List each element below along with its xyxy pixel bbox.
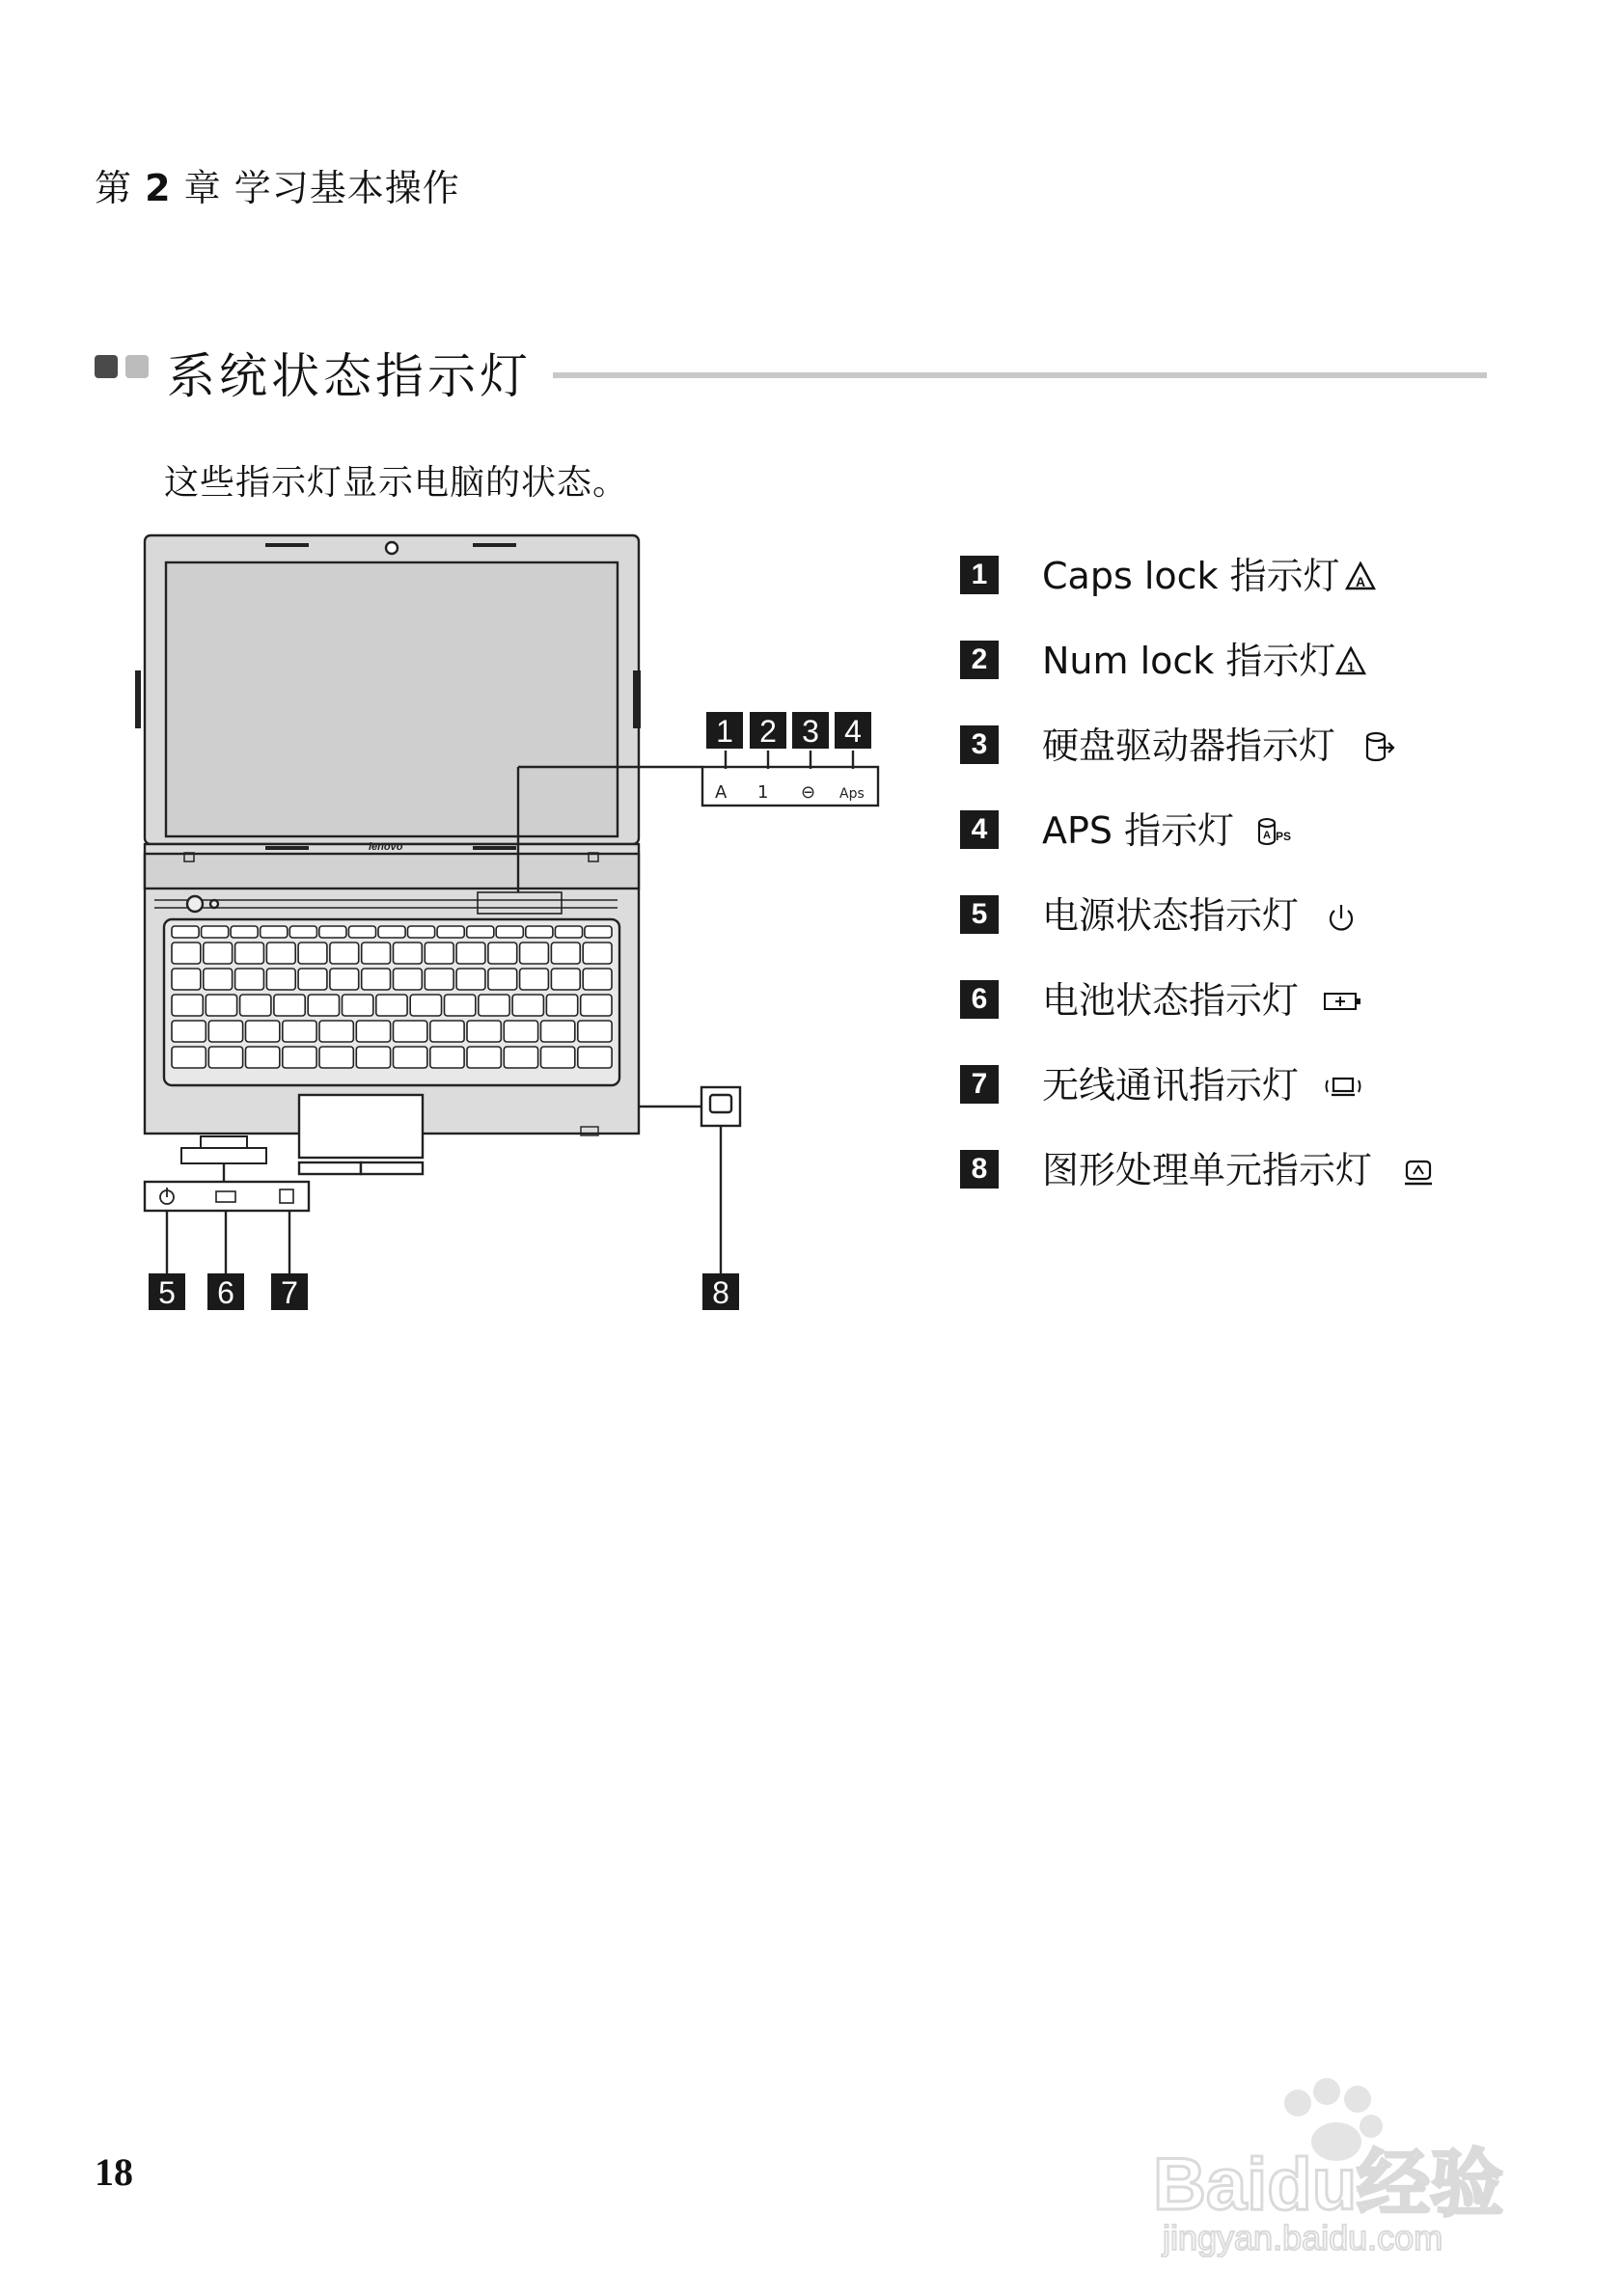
- legend-number: 1: [960, 556, 999, 594]
- watermark-brand: Baidu经验: [1153, 2144, 1504, 2226]
- gpu-icon: [1399, 1152, 1438, 1190]
- keyboard-key: [541, 1047, 575, 1068]
- keyboard-key: [283, 1021, 316, 1042]
- baidu-watermark: [1153, 2064, 1568, 2257]
- laptop-lid: [137, 535, 639, 844]
- legend-label: 硬盘驱动器指示灯: [1042, 724, 1336, 767]
- legend-number: 4: [960, 810, 999, 849]
- keyboard-key: [479, 995, 509, 1016]
- hdd-icon: [1360, 727, 1399, 766]
- keyboard-key: [356, 1021, 390, 1042]
- keyboard-key: [319, 1047, 353, 1068]
- section-heading: [95, 338, 1494, 405]
- callout-number: 8: [712, 1275, 729, 1310]
- keyboard-key: [172, 995, 203, 1016]
- legend-label: Caps lock 指示灯: [1042, 555, 1340, 597]
- svg-text:1: 1: [1347, 659, 1355, 674]
- keyboard-key: [235, 969, 264, 990]
- keyboard-key: [551, 969, 580, 990]
- keyboard-key: [437, 926, 464, 938]
- keyboard-key: [208, 1021, 242, 1042]
- keyboard-key: [204, 943, 233, 964]
- legend-number: 2: [960, 641, 999, 679]
- legend-number: 7: [960, 1065, 999, 1104]
- callout-gpu: [639, 1087, 740, 1273]
- keyboard-key: [172, 1021, 206, 1042]
- callout-number: 1: [716, 714, 733, 749]
- keyboard-key: [206, 995, 236, 1016]
- keyboard-key: [394, 943, 423, 964]
- keyboard-key: [408, 926, 435, 938]
- keyboard-key: [308, 995, 339, 1016]
- keyboard-key: [208, 1047, 242, 1068]
- keyboard-key: [330, 943, 359, 964]
- legend-label: Num lock 指示灯: [1042, 640, 1336, 682]
- laptop-diagram: [135, 526, 907, 1336]
- keyboard-key: [578, 1021, 612, 1042]
- legend-number: 6: [960, 980, 999, 1019]
- keyboard-key: [204, 969, 233, 990]
- battery-icon: [1322, 982, 1364, 1021]
- keyboard-key: [202, 926, 229, 938]
- keyboard-key: [246, 1021, 280, 1042]
- keyboard-key: [456, 943, 485, 964]
- keyboard-key: [456, 969, 485, 990]
- keyboard-key: [526, 926, 553, 938]
- hdd-icon: ⊖: [801, 782, 816, 803]
- keyboard-key: [266, 943, 295, 964]
- keyboard-key: [467, 1021, 501, 1042]
- keyboard-key: [172, 1047, 206, 1068]
- keyboard-key: [555, 926, 582, 938]
- keyboard-key: [583, 943, 612, 964]
- keyboard-key: [520, 943, 549, 964]
- keyboard-key: [394, 1047, 427, 1068]
- keyboard-key: [343, 995, 373, 1016]
- callout-number: 5: [158, 1275, 176, 1310]
- laptop-base: [145, 841, 639, 1174]
- num-lock-icon: [1332, 642, 1370, 681]
- keyboard-key: [585, 926, 612, 938]
- keyboard-key: [172, 943, 201, 964]
- legend-number: 5: [960, 895, 999, 934]
- keyboard-key: [425, 943, 453, 964]
- keyboard-key: [319, 1021, 353, 1042]
- keyboard-key: [430, 1021, 464, 1042]
- intro-text: 这些指示灯显示电脑的状态。: [164, 463, 629, 503]
- keyboard-key: [348, 926, 375, 938]
- keyboard-key: [266, 969, 295, 990]
- aps-icon: [1254, 812, 1293, 851]
- legend-label: APS 指示灯: [1042, 809, 1235, 852]
- keyboard-key: [496, 926, 523, 938]
- keyboard-key: [520, 969, 549, 990]
- keyboard-key: [172, 926, 199, 938]
- power-button-icon: [187, 896, 203, 912]
- keyboard-key: [394, 969, 423, 990]
- keyboard-key: [578, 1047, 612, 1068]
- section-bullet-dark: [95, 355, 118, 378]
- keyboard-key: [298, 943, 327, 964]
- chapter-header: [95, 158, 460, 211]
- keyboard-key: [246, 1047, 280, 1068]
- page-number: 18: [95, 2150, 133, 2194]
- chapter-number: 2: [145, 167, 172, 209]
- caps-lock-icon: A: [715, 782, 728, 803]
- wireless-icon: [1322, 1067, 1364, 1106]
- keyboard-key: [235, 943, 264, 964]
- callout-number: 2: [759, 714, 777, 749]
- legend-label: 电源状态指示灯: [1042, 894, 1300, 937]
- keyboard-key: [298, 969, 327, 990]
- keyboard-key: [504, 1021, 537, 1042]
- keyboard-key: [467, 926, 494, 938]
- aps-icon: Aps: [839, 786, 865, 802]
- caps-lock-icon: [1341, 558, 1380, 596]
- keyboard-key: [240, 995, 271, 1016]
- legend-label: 无线通讯指示灯: [1042, 1064, 1300, 1107]
- chapter-prefix: 第: [95, 167, 133, 209]
- legend-number: 8: [960, 1150, 999, 1189]
- webcam-icon: [386, 542, 398, 554]
- keyboard-key: [376, 995, 407, 1016]
- keyboard-key: [289, 926, 316, 938]
- brand-logo: lenovo: [369, 841, 403, 853]
- keyboard-key: [430, 1047, 464, 1068]
- keyboard-key: [319, 926, 346, 938]
- callout-number: 4: [844, 714, 862, 749]
- callout-number: 3: [802, 714, 819, 749]
- callout-number: 6: [217, 1275, 234, 1310]
- keyboard-key: [425, 969, 453, 990]
- callout-number: 7: [281, 1275, 298, 1310]
- keyboard-key: [283, 1047, 316, 1068]
- section-bullet-light: [125, 355, 149, 378]
- svg-text:A: A: [1355, 574, 1366, 589]
- svg-text:A: A: [1263, 830, 1271, 841]
- num-lock-icon: 1: [757, 782, 769, 803]
- keyboard-key: [504, 1047, 537, 1068]
- keyboard-key: [546, 995, 577, 1016]
- keyboard-key: [541, 1021, 575, 1042]
- legend-label: 电池状态指示灯: [1042, 979, 1300, 1022]
- legend-label: 图形处理单元指示灯: [1042, 1149, 1373, 1191]
- keyboard-key: [583, 969, 612, 990]
- keyboard-key: [445, 995, 476, 1016]
- keyboard-key: [378, 926, 405, 938]
- legend-number: 3: [960, 725, 999, 764]
- keyboard-key: [172, 969, 201, 990]
- svg-text:PS: PS: [1275, 830, 1292, 843]
- chapter-title: 章 学习基本操作: [183, 167, 460, 209]
- keyboard-key: [261, 926, 288, 938]
- keyboard-key: [551, 943, 580, 964]
- keyboard-key: [356, 1047, 390, 1068]
- keyboard-key: [362, 943, 391, 964]
- keyboard-key: [394, 1021, 427, 1042]
- keyboard-key: [488, 969, 517, 990]
- watermark-url: jingyan.baidu.com: [1163, 2218, 1443, 2257]
- section-rule: [553, 372, 1487, 378]
- keyboard-key: [231, 926, 258, 938]
- power-icon: [1322, 897, 1360, 936]
- callout-panel-bottom: [145, 1163, 309, 1273]
- keyboard-key: [581, 995, 612, 1016]
- keyboard-key: [512, 995, 543, 1016]
- keyboard-key: [467, 1047, 501, 1068]
- keyboard-key: [330, 969, 359, 990]
- section-title: 系统状态指示灯: [167, 348, 532, 404]
- keyboard-key: [274, 995, 305, 1016]
- keyboard-key: [488, 943, 517, 964]
- keyboard-key: [362, 969, 391, 990]
- touchpad: [299, 1095, 423, 1158]
- keyboard-key: [410, 995, 441, 1016]
